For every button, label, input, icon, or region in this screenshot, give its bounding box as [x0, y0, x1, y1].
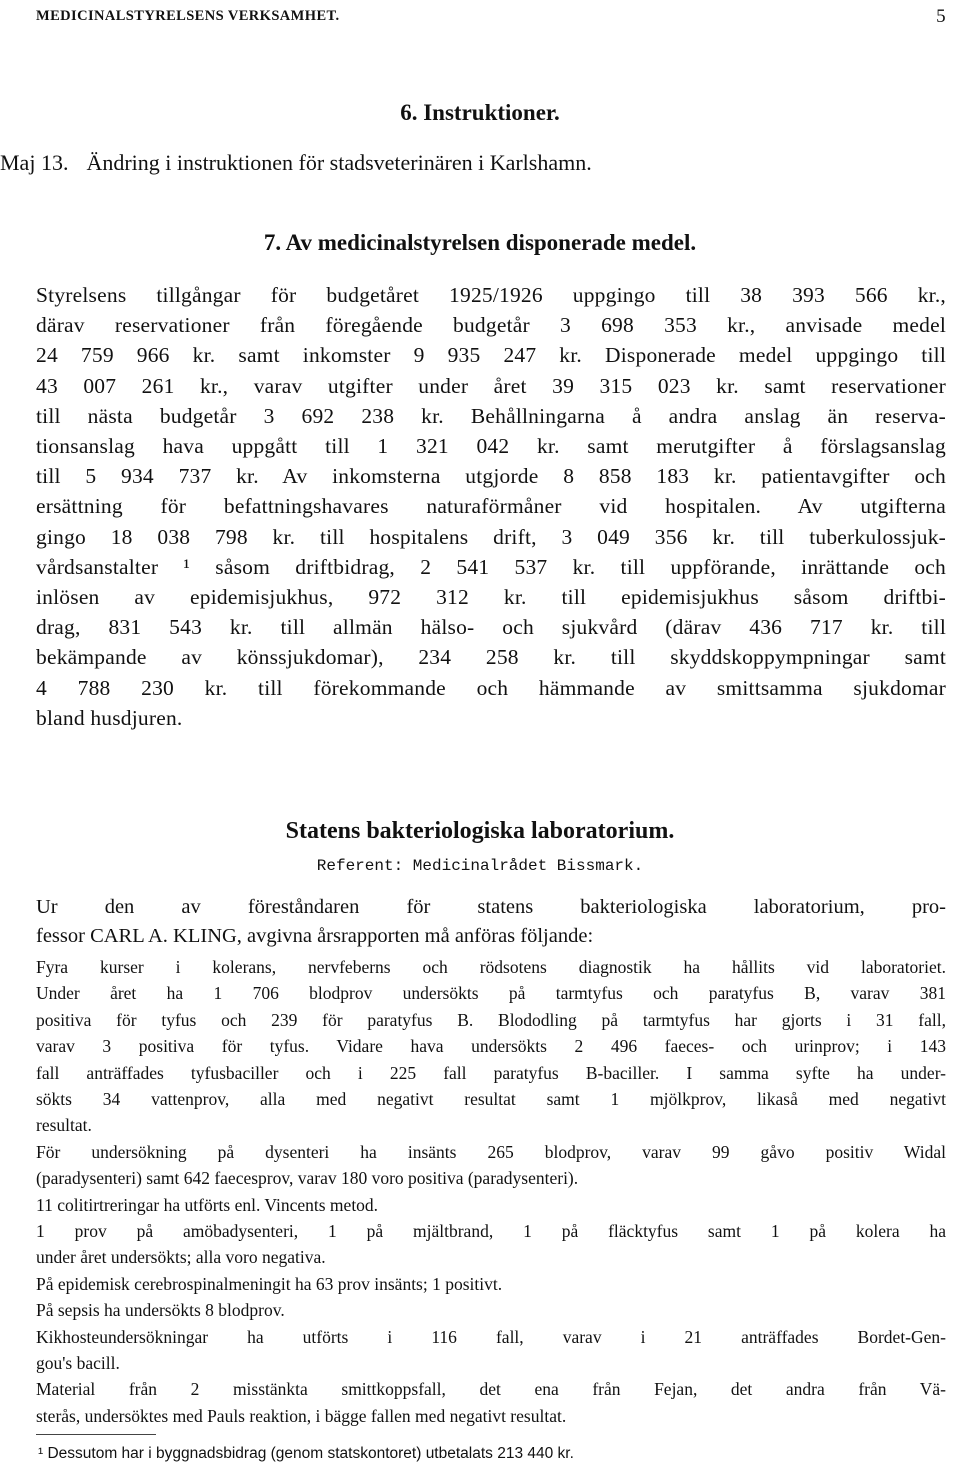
- text-line: resultat.: [36, 1115, 92, 1136]
- section-heading-instruktioner: 6. Instruktioner.: [400, 100, 560, 125]
- entry-text: Ändring i instruktionen för stadsveterinären i Karlshamn.: [86, 150, 592, 175]
- page-number: 5: [936, 6, 946, 27]
- text-line: fessor CARL A. KLING, avgivna årsrapporten må anföras följande:: [36, 925, 594, 947]
- section-heading-medel: 7. Av medicinalstyrelsen disponerade medel.: [263, 230, 697, 255]
- text-line: bland husdjuren.: [36, 705, 183, 730]
- footnote: ¹ Dessutom har i byggnadsbidrag (genom statskontoret) utbetalats 213 440 kr.: [38, 1445, 574, 1462]
- text-line: positiva för tyfus och 239 för paratyfus B. Blododling på tarmtyfus har gjorts i 31 fall,: [36, 1009, 946, 1030]
- text-line: 11 colitirtreringar ha utförts enl. Vincents metod.: [36, 1194, 379, 1215]
- text-line: varav 3 positiva för tyfus. Vidare hava undersökts 2 496 faeces- och urinprov; i 143: [36, 1036, 946, 1057]
- text-line: På sepsis ha undersökts 8 blodprov.: [36, 1300, 285, 1321]
- text-line: vårdsanstalter ¹ såsom driftbidrag, 2 541 537 kr. till uppförande, inrättande och: [36, 554, 946, 579]
- entry-date: Maj 13.: [0, 150, 69, 175]
- text-line: gou's bacill.: [36, 1353, 120, 1373]
- text-line: Ur den av föreståndaren för statens bakteriologiska laboratorium, pro-: [36, 896, 946, 918]
- running-header: [36, 6, 946, 30]
- running-title: MEDICINALSTYRELSENS VERKSAMHET.: [36, 8, 340, 24]
- text-line: 24 759 966 kr. samt inkomster 9 935 247 kr. Disponerade medel uppgingo till: [36, 343, 946, 368]
- text-line: inlösen av epidemisjukhus, 972 312 kr. till epidemisjukhus såsom driftbi-: [36, 585, 946, 609]
- text-line: Kikhosteundersökningar ha utförts i 116 fall, varav i 21 anträffades Bordet-Gen-: [36, 1326, 946, 1347]
- text-line: Styrelsens tillgångar för budgetåret 1925/1926 uppgingo till 38 393 566 kr.,: [36, 283, 946, 307]
- text-line: sterås, undersöktes med Pauls reaktion, i bägge fallen med negativt resultat.: [36, 1405, 567, 1426]
- section-heading-bakteriologiska: Statens bakteriologiska laboratorium.: [285, 818, 675, 844]
- text-line: under året undersökts; alla voro negativa.: [36, 1247, 326, 1268]
- text-line: (paradysenteri) samt 642 faecesprov, varav 180 voro positiva (paradysenteri).: [36, 1168, 579, 1189]
- instruction-entry: [0, 150, 960, 176]
- footnote-rule: [36, 1434, 156, 1435]
- text-line: 4 788 230 kr. till förekommande och hämmande av smittsamma sjukdomar: [36, 675, 946, 700]
- text-line: tionsanslag hava uppgått till 1 321 042 kr. samt merutgifter å förslagsanslag: [36, 434, 946, 458]
- text-line: gingo 18 038 798 kr. till hospitalens drift, 3 049 356 kr. till tuberkulossjuk-: [36, 524, 946, 549]
- text-line: fall anträffades tyfusbaciller och i 225 fall paratyfus B-baciller. I samma syfte ha under-: [36, 1062, 946, 1083]
- text-line: därav reservationer från föregående budgetår 3 698 353 kr., anvisade medel: [36, 313, 946, 338]
- text-line: ersättning för befattningshavares naturaförmåner vid hospitalen. Av utgifterna: [36, 494, 946, 519]
- text-line: 43 007 261 kr., varav utgifter under året 39 315 023 kr. samt reservationer: [36, 373, 946, 398]
- text-line: bekämpande av könssjukdomar), 234 258 kr. till skyddskoppympningar samt: [36, 645, 946, 670]
- text-line: Under året ha 1 706 blodprov undersökts på tarmtyfus och paratyfus B, varav 381: [36, 983, 946, 1004]
- text-line: På epidemisk cerebrospinalmeningit ha 63 prov insänts; 1 positivt.: [36, 1273, 503, 1294]
- text-line: till 5 934 737 kr. Av inkomsterna utgjorde 8 858 183 kr. patientavgifter och: [36, 464, 946, 489]
- text-line: Fyra kurser i kolerans, nervfeberns och rödsotens diagnostik ha hållits vid laboratoriet.: [36, 957, 946, 977]
- text-line: Material från 2 misstänkta smittkoppsfall, det ena från Fejan, det andra från Vä-: [36, 1379, 946, 1400]
- text-line: drag, 831 543 kr. till allmän hälso- och sjukvård (därav 436 717 kr. till: [36, 615, 946, 640]
- text-line: sökts 34 vattenprov, alla med negativt resultat samt 1 mjölkprov, likaså med negativt: [36, 1089, 946, 1109]
- text-line: till nästa budgetår 3 692 238 kr. Behållningarna å andra anslag än reserva-: [36, 403, 946, 428]
- referent-line: Referent: Medicinalrådet Bissmark.: [316, 857, 644, 875]
- text-line: 1 prov på amöbadysenteri, 1 på mjältbrand, 1 på fläcktyfus samt 1 på kolera ha: [36, 1221, 946, 1241]
- text-line: För undersökning på dysenteri ha insänts 265 blodprov, varav 99 gåvo positiv Widal: [36, 1141, 946, 1162]
